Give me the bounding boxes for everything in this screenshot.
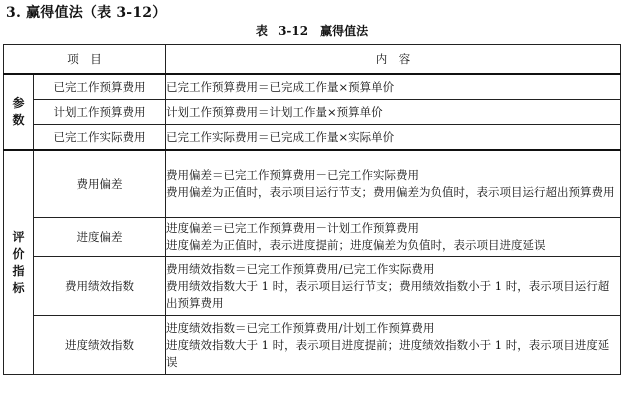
section-heading: 3. 赢得值法（表 3-12） [6,5,167,21]
row-content: 进度绩效指数＝已完工作预算费用/计划工作预算费用 进度绩效指数大于 1 时，表示项目进度提前；进度绩效指数小于 1 时，表示项目进度延误 [166,316,621,375]
table-row [4,74,621,100]
row-content: 已完工作预算费用＝已完成工作量×预算单价 [166,74,621,100]
row-item: 进度偏差 [34,218,166,257]
table-row [4,316,621,375]
row-content: 进度偏差＝已完工作预算费用－计划工作预算费用 进度偏差为正值时，表示进度提前；进度偏差为负值时，表示项目进度延误 [166,218,621,257]
table-row [4,257,621,316]
table-row [4,150,621,218]
earned-value-table [3,44,621,375]
row-content: 费用绩效指数＝已完工作预算费用/已完工作实际费用 费用绩效指数大于 1 时，表示项目运行节支；费用绩效指数小于 1 时，表示项目运行超出预算费用 [166,257,621,316]
row-item: 计划工作预算费用 [34,100,166,125]
table-header-row [4,45,621,75]
header-content: 内 容 [166,45,621,75]
row-item: 费用偏差 [34,150,166,218]
row-item: 已完工作预算费用 [34,74,166,100]
table-row [4,125,621,151]
row-item: 已完工作实际费用 [34,125,166,151]
table-row [4,100,621,125]
row-item: 费用绩效指数 [34,257,166,316]
row-content: 计划工作预算费用＝计划工作量×预算单价 [166,100,621,125]
table-row [4,218,621,257]
row-content: 已完工作实际费用＝已完成工作量×实际单价 [166,125,621,151]
row-content: 费用偏差＝已完工作预算费用－已完工作实际费用 费用偏差为正值时，表示项目运行节支；费用偏差为负值时，表示项目运行超出预算费用 [166,150,621,218]
table-caption: 表 3-12 赢得值法 [255,24,369,38]
group-label-eval: 评 价 指 标 [4,150,34,375]
group-label-params: 参 数 [4,74,34,150]
row-item: 进度绩效指数 [34,316,166,375]
header-item: 项 目 [4,45,166,75]
